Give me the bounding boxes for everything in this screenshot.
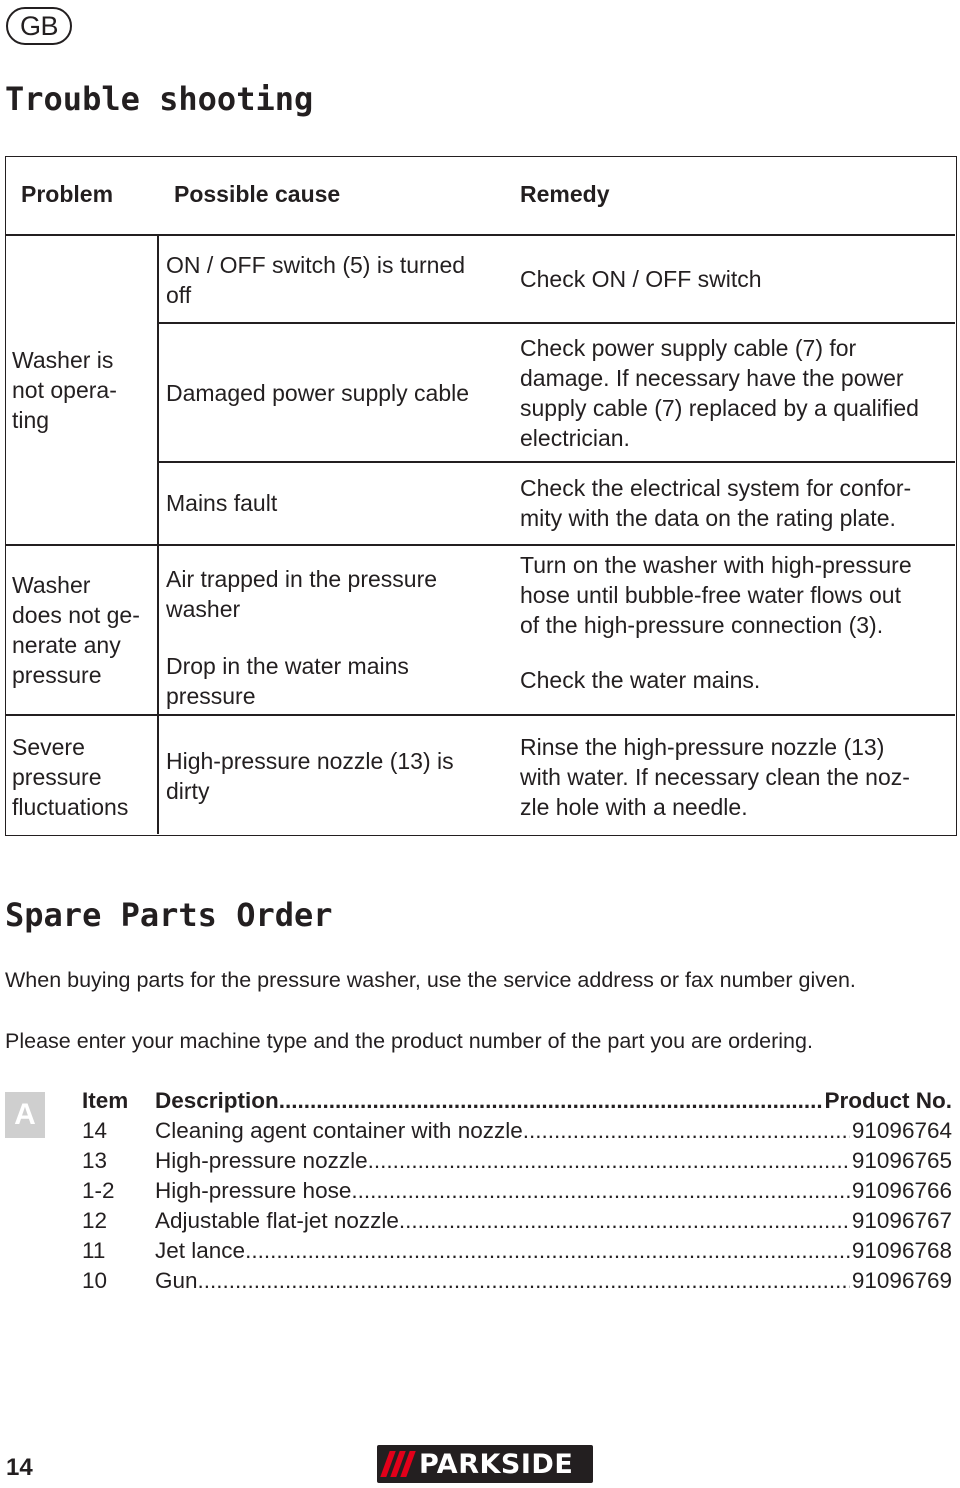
part-item: 1-2 <box>82 1178 115 1203</box>
remedy-check-switch: Check ON / OFF switch <box>520 266 762 292</box>
parts-row <box>82 1266 952 1296</box>
part-item: 11 <box>82 1238 106 1263</box>
figure-label-box: A <box>5 1092 45 1138</box>
table-row-divider <box>157 461 955 463</box>
part-product-no: 91096766 <box>851 1178 952 1203</box>
troubleshooting-title: Trouble shooting <box>5 80 314 118</box>
table-row-divider <box>6 544 955 546</box>
header-remedy: Remedy <box>520 181 610 207</box>
page-number: 14 <box>6 1454 33 1481</box>
remedy-bleed-air: Turn on the washer with high-pressure hose until bubble-free water flows out of the high-pressure connection (3). <box>520 552 912 638</box>
part-product-no: 91096769 <box>851 1268 952 1293</box>
language-badge: GB <box>6 7 72 45</box>
part-description: Jet lance <box>155 1238 246 1263</box>
dot-leader <box>245 1236 850 1266</box>
column-description: Description <box>155 1088 279 1113</box>
part-product-no: 91096767 <box>851 1208 952 1233</box>
logo-stripes-icon <box>385 1451 411 1477</box>
remedy-check-water-mains: Check the water mains. <box>520 667 761 693</box>
spare-parts-title: Spare Parts Order <box>5 896 333 934</box>
table-header-divider <box>6 234 955 236</box>
table-row-divider <box>157 322 955 324</box>
dot-leader <box>399 1206 850 1236</box>
part-description: Adjustable flat-jet nozzle <box>155 1208 399 1233</box>
cause-dirty-nozzle: High-pressure nozzle (13) is dirty <box>166 748 454 804</box>
parts-row <box>82 1116 952 1146</box>
cause-switch-off: ON / OFF switch (5) is turned off <box>166 252 466 308</box>
cause-air-trapped: Air trapped in the pressure washer <box>166 566 438 622</box>
spare-parts-intro: When buying parts for the pressure washer, use the service address or fax number given. <box>5 968 856 992</box>
table-row-divider <box>6 714 955 716</box>
part-product-no: 91096764 <box>851 1118 952 1143</box>
dot-leader <box>351 1176 850 1206</box>
part-item: 13 <box>82 1148 108 1173</box>
parts-row <box>82 1146 952 1176</box>
problem-pressure-fluctuations: Severe pressure fluctuations <box>12 734 129 820</box>
parts-row <box>82 1176 952 1206</box>
part-description: Gun <box>155 1268 198 1293</box>
header-problem: Problem <box>21 181 114 207</box>
part-product-no: 91096768 <box>851 1238 952 1263</box>
problem-no-pressure: Washer does not ge- nerate any pressure <box>12 572 140 688</box>
part-item: 12 <box>82 1208 108 1233</box>
part-description: High-pressure hose <box>155 1178 352 1203</box>
cause-damaged-cable: Damaged power supply cable <box>166 380 470 406</box>
table-column-divider <box>157 234 159 834</box>
column-item: Item <box>82 1088 129 1113</box>
part-product-no: 91096765 <box>851 1148 952 1173</box>
problem-not-operating: Washer is not opera- ting <box>12 347 117 433</box>
dot-leader <box>279 1086 823 1116</box>
part-item: 14 <box>82 1118 108 1143</box>
dot-leader <box>368 1146 850 1176</box>
parts-row <box>82 1206 952 1236</box>
dot-leader <box>198 1266 850 1296</box>
remedy-rinse-nozzle: Rinse the high-pressure nozzle (13) with water. If necessary clean the noz- zle hole with a needle. <box>520 734 910 820</box>
brand-name: PARKSIDE <box>419 1448 574 1480</box>
part-description: Cleaning agent container with nozzle <box>155 1118 523 1143</box>
spare-parts-list <box>82 1086 952 1296</box>
column-product-no: Product No. <box>824 1088 952 1113</box>
parts-header-row <box>82 1086 952 1116</box>
remedy-check-electrical-system: Check the electrical system for confor- mity with the data on the rating plate. <box>520 475 912 531</box>
spare-parts-intro-2: Please enter your machine type and the product number of the part you are ordering. <box>5 1029 813 1053</box>
cause-mains-pressure-drop: Drop in the water mains pressure <box>166 653 409 709</box>
cause-mains-fault: Mains fault <box>166 490 278 516</box>
part-description: High-pressure nozzle <box>155 1148 368 1173</box>
dot-leader <box>523 1116 850 1146</box>
parts-row <box>82 1236 952 1266</box>
parkside-logo <box>377 1445 593 1483</box>
part-item: 10 <box>82 1268 108 1293</box>
remedy-check-cable: Check power supply cable (7) for damage. If necessary have the power supply cable (7) replaced by a qualified electrician. <box>520 335 919 451</box>
header-possible-cause: Possible cause <box>174 181 341 207</box>
